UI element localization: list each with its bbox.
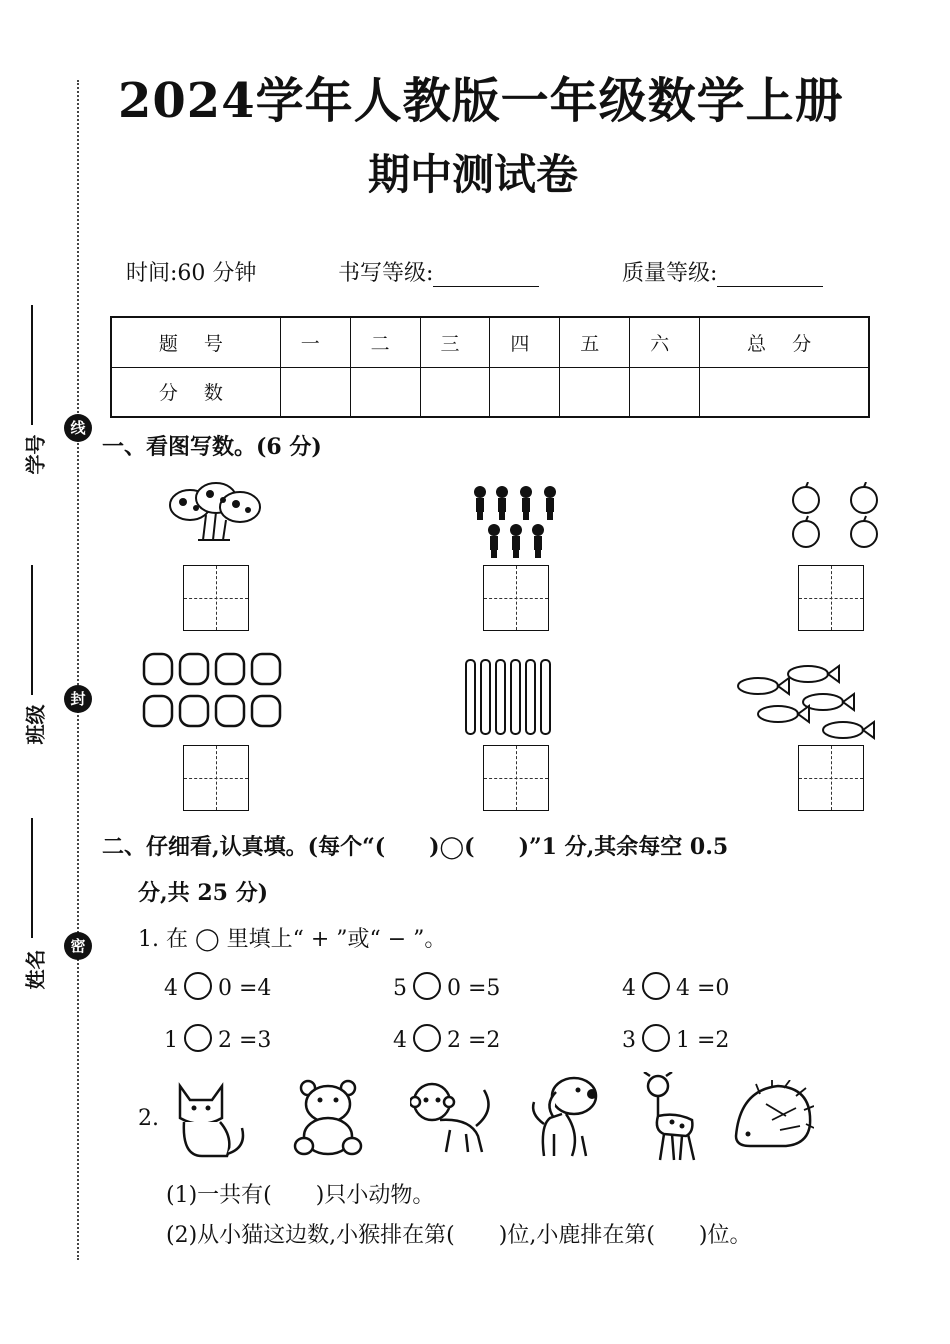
operator-circle[interactable] — [184, 972, 212, 1000]
section1-heading: 一、看图写数。(6 分) — [102, 434, 322, 460]
equation: 4 0 =4 — [164, 972, 271, 1001]
writing-grade: 书写等级: — [338, 256, 539, 287]
score-cell[interactable] — [280, 367, 350, 417]
dog-picture — [526, 1074, 610, 1160]
table-cell: 题 号 — [111, 317, 280, 367]
name-line — [31, 818, 33, 938]
answer-box[interactable] — [798, 745, 864, 811]
answer-box[interactable] — [798, 565, 864, 631]
q2-sub1: (1)一共有( )只小动物。 — [166, 1183, 435, 1208]
class-label: 班级 — [23, 704, 48, 745]
table-cell: 总 分 — [700, 317, 869, 367]
table-cell: 五 — [560, 317, 630, 367]
seal-feng: 封 — [64, 685, 92, 713]
equation: 5 0 =5 — [393, 972, 500, 1001]
table-cell: 六 — [630, 317, 700, 367]
table-cell: 一 — [280, 317, 350, 367]
apples-picture — [788, 482, 883, 552]
score-cell[interactable] — [700, 367, 869, 417]
operator-circle[interactable] — [184, 1024, 212, 1052]
bear-picture — [292, 1078, 370, 1158]
equation: 3 1 =2 — [622, 1024, 729, 1053]
student-id-line — [31, 305, 33, 425]
table-cell: 四 — [490, 317, 560, 367]
q1-prompt: 1. 在 ◯ 里填上“ + ”或“ − ”。 — [138, 927, 447, 952]
score-cell[interactable] — [560, 367, 630, 417]
seal-mi: 密 — [64, 932, 92, 960]
quality-grade-blank[interactable] — [717, 262, 823, 287]
cat-picture — [172, 1078, 252, 1160]
q2-number: 2. — [138, 1106, 159, 1131]
mushrooms-picture — [168, 480, 263, 545]
table-cell: 二 — [350, 317, 420, 367]
name-label: 姓名 — [23, 949, 48, 990]
answer-box[interactable] — [483, 565, 549, 631]
table-cell: 分 数 — [111, 367, 280, 417]
score-table — [110, 316, 870, 418]
score-cell[interactable] — [490, 367, 560, 417]
writing-grade-blank[interactable] — [433, 262, 539, 287]
page-subtitle: 期中测试卷 — [368, 150, 579, 199]
answer-box[interactable] — [183, 565, 249, 631]
equation: 4 2 =2 — [393, 1024, 500, 1053]
class-line — [31, 565, 33, 695]
operator-circle[interactable] — [642, 1024, 670, 1052]
section2-heading: 二、仔细看,认真填。(每个“( )◯( )”1 分,其余每空 0.5 — [102, 834, 729, 860]
quality-grade: 质量等级: — [622, 256, 823, 287]
operator-circle[interactable] — [413, 972, 441, 1000]
fish-picture — [733, 660, 878, 745]
operator-circle[interactable] — [413, 1024, 441, 1052]
seal-line: 线 — [64, 414, 92, 442]
dogs-picture — [138, 648, 293, 738]
monkey-picture — [410, 1080, 500, 1156]
score-table-header — [111, 317, 869, 367]
operator-circle[interactable] — [642, 972, 670, 1000]
section2-heading-cont: 分,共 25 分) — [138, 880, 269, 906]
binding-dotted-line — [77, 80, 79, 1260]
answer-box[interactable] — [483, 745, 549, 811]
deer-picture — [636, 1072, 702, 1162]
time-info: 时间:60 分钟 — [126, 261, 257, 286]
hedgehog-picture — [730, 1080, 814, 1154]
score-table-row — [111, 367, 869, 417]
q2-sub2: (2)从小猫这边数,小猴排在第( )位,小鹿排在第( )位。 — [166, 1223, 752, 1248]
equation: 4 4 =0 — [622, 972, 729, 1001]
page-title: 2024学年人教版一年级数学上册 — [118, 73, 844, 129]
student-id-label: 学号 — [23, 434, 48, 475]
table-cell: 三 — [420, 317, 490, 367]
score-cell[interactable] — [350, 367, 420, 417]
score-cell[interactable] — [630, 367, 700, 417]
children-picture — [468, 482, 563, 560]
equation: 1 2 =3 — [164, 1024, 271, 1053]
answer-box[interactable] — [183, 745, 249, 811]
score-cell[interactable] — [420, 367, 490, 417]
sticks-picture — [464, 658, 556, 736]
